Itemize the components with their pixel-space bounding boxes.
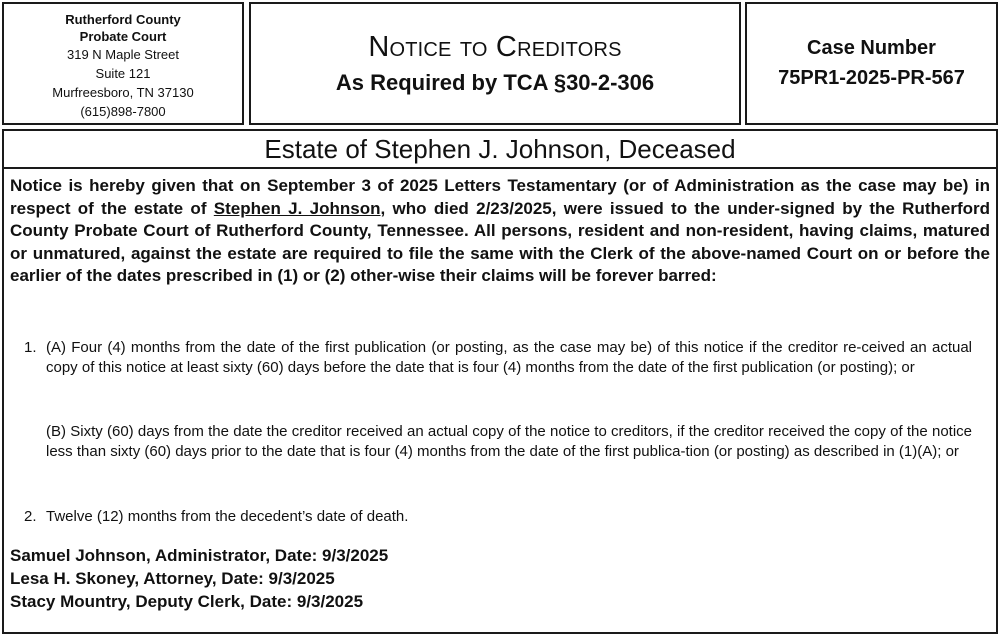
- intro-after-name: , who died 2/23/2025, were issued to the under-signed by the Rutherford County Probate Court of Rutherford County, Tennessee. All persons, resident and non-resident, having claims, matured or unmatured, against the estate are required to file the same with the Clerk of the above-named Court on or before the earlier of the dates prescribed in (1) or (2) other-wise their claims will be forever barred:: [10, 198, 990, 285]
- intro-before-name: Notice is hereby given that on September 3 of 2025 Letters Testamentary (or of Administration as the case may be) in respect of the estate of: [10, 176, 990, 218]
- court-city: Murfreesboro, TN 37130: [52, 85, 194, 100]
- signature-block: [10, 544, 388, 613]
- court-name-line1: Rutherford County: [65, 12, 181, 27]
- title-divider: [4, 167, 996, 169]
- list-item-number: 1.: [24, 339, 37, 356]
- court-phone: (615)898-7800: [80, 104, 166, 119]
- notice-body-box: [2, 129, 998, 634]
- decedent-name: Stephen J. Johnson: [213, 198, 381, 218]
- court-address2: Suite 121: [95, 66, 151, 81]
- case-number-label: Case Number: [807, 37, 936, 59]
- case-number-value: 75PR1-2025-PR-567: [778, 67, 965, 89]
- signature-line: Samuel Johnson, Administrator, Date: 9/3/2025: [10, 546, 389, 565]
- list-item: [24, 507, 972, 529]
- estate-title: Estate of Stephen J. Johnson, Deceased: [264, 134, 736, 164]
- list-item-text-a: (A) Four (4) months from the date of the first publication (or posting, as the case may be) of this notice if the creditor re-ceived an actual copy of this notice at least sixty (60) days before the date that is four (4) months from the date of the first publication (or posting); or: [46, 339, 972, 376]
- case-number-box: [745, 2, 998, 125]
- intro-paragraph: [10, 175, 990, 288]
- list-item: [24, 338, 972, 400]
- signature-line: Lesa H. Skoney, Attorney, Date: 9/3/2025: [10, 569, 335, 588]
- court-info-box: [2, 2, 244, 125]
- court-name-line2: Probate Court: [79, 29, 167, 44]
- notice-subtitle: As Required by TCA §30-2-306: [335, 70, 655, 95]
- list-item-number: 2.: [24, 508, 37, 525]
- list-item-text-a: Twelve (12) months from the decedent’s date of death.: [46, 508, 409, 525]
- list-item-text-b: (B) Sixty (60) days from the date the creditor received an actual copy of the notice to creditors, if the creditor received the copy of the notice less than sixty (60) days prior to the date that is four (4) months from the date of the first publica-tion (or posting) as described in (1)(A); or: [46, 423, 972, 460]
- notice-title: Notice to Creditors: [368, 31, 622, 63]
- signature-line: Stacy Mountry, Deputy Clerk, Date: 9/3/2025: [10, 592, 364, 611]
- notice-title-box: [249, 2, 741, 125]
- court-address1: 319 N Maple Street: [66, 47, 179, 62]
